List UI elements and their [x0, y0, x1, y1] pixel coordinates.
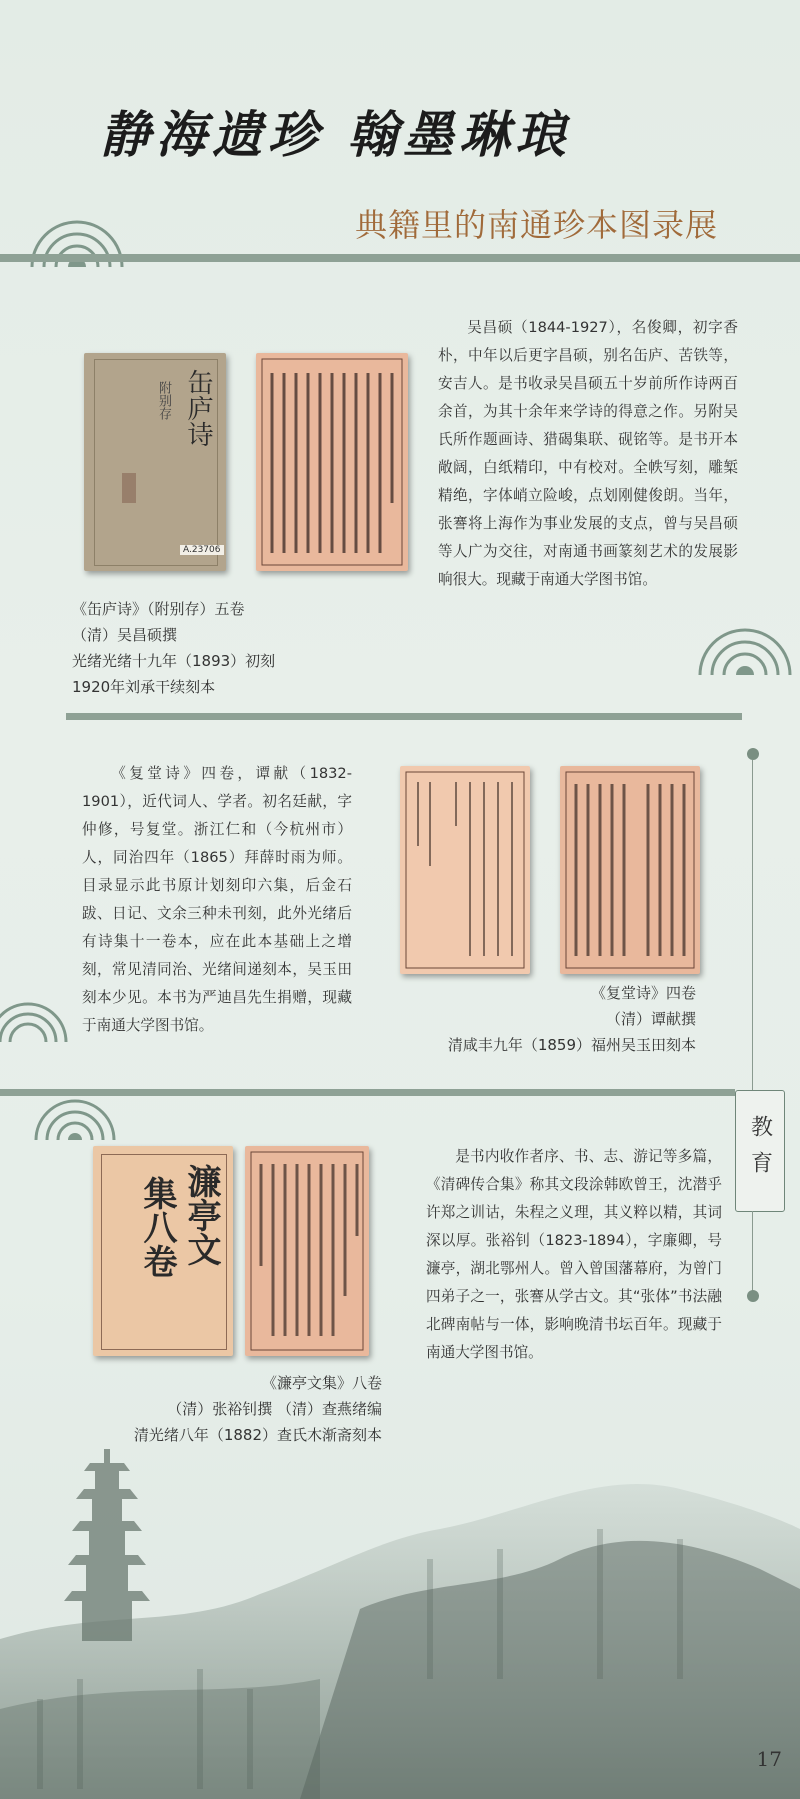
page-title: 静海遗珍 翰墨琳琅	[100, 105, 572, 164]
wave-ornament-icon	[0, 1002, 70, 1042]
book-cover-fulu-shi	[84, 353, 226, 571]
section2-caption	[448, 980, 696, 1058]
caption-line: 《复堂诗》四卷	[590, 984, 696, 1002]
caption-line: 《濂亭文集》八卷	[261, 1374, 382, 1392]
section2-text: 《复堂诗》四卷，谭献（1832-1901），近代词人、学者。初名廷献，字仲修，号复堂。浙江仁和（今杭州市）人，同治四年（1865）拜薛时雨为师。目录显示此书原计划刻印六集，后金石跋、日记、文余三种未刊刻，此外光绪后有诗集十一卷本，应在此本基础上之增刻，常见清同治、光绪间递刻本，吴玉田刻本少见。本书为严迪昌先生捐赠，现藏于南通大学图书馆。	[82, 765, 352, 1034]
timeline-line	[752, 1211, 753, 1291]
header-rule	[0, 254, 800, 262]
book-page-futang-shi-2	[560, 766, 700, 974]
wave-ornament-icon	[30, 1098, 120, 1140]
book-page-futang-shi-1	[400, 766, 530, 974]
book-page-fulu-shi	[256, 353, 408, 571]
caption-line: （清）张裕钊撰 （清）查燕绪编	[167, 1400, 382, 1418]
section-divider	[0, 1089, 735, 1096]
cover-subtitle: 附别存	[156, 381, 171, 420]
category-label-education: 教育	[735, 1090, 785, 1212]
caption-line: 《缶庐诗》（附别存）五卷	[72, 600, 245, 618]
caption-line: 清光绪八年（1882）查氏木渐斋刻本	[133, 1426, 382, 1444]
section3-text: 是书内收作者序、书、志、游记等多篇，《清碑传合集》称其文段涂韩欧曾王，沈潜乎许郑之训诂，朱程之义理，其义粹以精，其词深以厚。张裕钊（1823-1894），字廉卿，号濂亭，湖北鄂州人。曾入曾国藩幕府，为曾门四弟子之一，张謇从学古文。其“张体”书法融北碑南帖与一体，影响晚清书坛百年。现藏于南通大学图书馆。	[426, 1148, 722, 1361]
ink-landscape-decoration	[0, 1379, 800, 1799]
caption-line: 清咸丰九年（1859）福州吴玉田刻本	[447, 1036, 696, 1054]
book-page-lianting-wenji	[245, 1146, 369, 1356]
cover-title-right: 濂亭文	[181, 1164, 221, 1266]
caption-line: 1920年刘承干续刻本	[72, 678, 216, 696]
caption-line: （清）谭献撰	[605, 1010, 696, 1028]
section1-caption	[72, 596, 275, 700]
section1-text: 吴昌硕（1844-1927），名俊卿，初字香朴，中年以后更字昌硕，别名缶庐、苦铁等，安吉人。是书收录吴昌硕五十岁前所作诗两百余首，为其十余年来学诗的得意之作。另附吴氏所作题画诗、猎碣集联、砚铭等。是书开本敞阔，白纸精印，中有校对。全帙写刻，雕椠精绝，字体峭立险峻，点划刚健俊朗。当年，张謇将上海作为事业发展的支点，曾与吴昌硕等人广为交往，对南通书画篆刻艺术的发展影响很大。现藏于南通大学图书馆。	[438, 319, 738, 588]
shelf-mark: A.23706	[180, 545, 224, 555]
cover-title-left: 集八卷	[137, 1176, 177, 1278]
book-cover-lianting-wenji	[93, 1146, 233, 1356]
caption-line: （清）吴昌硕撰	[72, 626, 178, 644]
timeline-dot	[747, 1290, 759, 1302]
timeline-dot	[747, 748, 759, 760]
caption-line: 光绪光绪十九年（1893）初刻	[72, 652, 276, 670]
wave-ornament-icon	[690, 620, 800, 675]
section-divider	[66, 713, 742, 720]
cover-title: 缶庐诗	[183, 369, 213, 447]
page-number: 17	[756, 1747, 782, 1771]
timeline-line	[752, 760, 753, 1090]
page-subtitle: 典籍里的南通珍本图录展	[354, 206, 718, 244]
